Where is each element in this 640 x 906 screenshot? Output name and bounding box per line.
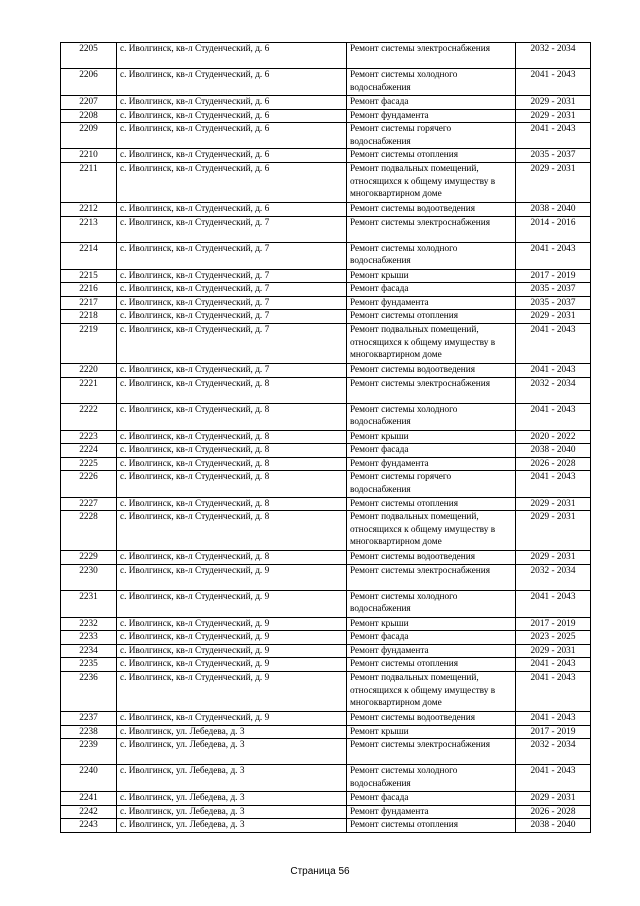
cell-number: 2231 [61, 590, 117, 617]
cell-address: с. Иволгинск, кв-л Студенческий, д. 6 [117, 162, 347, 202]
table-row [61, 457, 591, 471]
cell-period: 2041 - 2043 [516, 672, 591, 712]
cell-work-type: Ремонт системы водоотведения [347, 712, 516, 726]
table-row [61, 765, 591, 792]
cell-period: 2041 - 2043 [516, 403, 591, 430]
table-row [61, 323, 591, 363]
table-row [61, 658, 591, 672]
table-row [61, 123, 591, 149]
cell-period: 2038 - 2040 [516, 444, 591, 458]
cell-number: 2205 [61, 43, 117, 69]
cell-work-type: Ремонт системы холодного водоснабжения [347, 69, 516, 96]
table-row [61, 242, 591, 269]
cell-period: 2017 - 2019 [516, 269, 591, 283]
cell-period: 2029 - 2031 [516, 497, 591, 511]
cell-period: 2035 - 2037 [516, 296, 591, 310]
cell-period: 2041 - 2043 [516, 765, 591, 792]
cell-address: с. Иволгинск, кв-л Студенческий, д. 6 [117, 202, 347, 216]
cell-period: 2014 - 2016 [516, 216, 591, 242]
cell-number: 2238 [61, 725, 117, 739]
cell-number: 2234 [61, 644, 117, 658]
cell-number: 2208 [61, 109, 117, 123]
cell-number: 2209 [61, 123, 117, 149]
cell-period: 2029 - 2031 [516, 96, 591, 110]
cell-address: с. Иволгинск, кв-л Студенческий, д. 9 [117, 564, 347, 590]
cell-address: с. Иволгинск, кв-л Студенческий, д. 9 [117, 658, 347, 672]
cell-address: с. Иволгинск, кв-л Студенческий, д. 7 [117, 363, 347, 377]
table-row [61, 819, 591, 833]
cell-work-type: Ремонт крыши [347, 269, 516, 283]
cell-number: 2233 [61, 631, 117, 645]
table-row [61, 564, 591, 590]
cell-work-type: Ремонт системы отопления [347, 658, 516, 672]
table-row [61, 109, 591, 123]
cell-number: 2242 [61, 805, 117, 819]
cell-number: 2215 [61, 269, 117, 283]
cell-number: 2214 [61, 242, 117, 269]
cell-work-type: Ремонт фасада [347, 792, 516, 806]
table-row [61, 377, 591, 403]
cell-address: с. Иволгинск, кв-л Студенческий, д. 8 [117, 471, 347, 497]
cell-period: 2026 - 2028 [516, 457, 591, 471]
cell-number: 2236 [61, 672, 117, 712]
table-row [61, 497, 591, 511]
cell-period: 2032 - 2034 [516, 739, 591, 765]
cell-period: 2029 - 2031 [516, 792, 591, 806]
cell-address: с. Иволгинск, кв-л Студенческий, д. 8 [117, 551, 347, 565]
cell-address: с. Иволгинск, кв-л Студенческий, д. 9 [117, 672, 347, 712]
cell-work-type: Ремонт фундамента [347, 109, 516, 123]
cell-period: 2041 - 2043 [516, 69, 591, 96]
cell-work-type: Ремонт фасада [347, 631, 516, 645]
table-row [61, 617, 591, 631]
cell-number: 2230 [61, 564, 117, 590]
cell-work-type: Ремонт подвальных помещений, относящихся к общему имуществу в многоквартирном доме [347, 162, 516, 202]
table-row [61, 644, 591, 658]
table-row [61, 149, 591, 163]
table-row [61, 96, 591, 110]
cell-work-type: Ремонт системы водоотведения [347, 551, 516, 565]
cell-number: 2239 [61, 739, 117, 765]
cell-number: 2237 [61, 712, 117, 726]
cell-number: 2229 [61, 551, 117, 565]
table-row [61, 283, 591, 297]
table-row [61, 216, 591, 242]
cell-address: с. Иволгинск, кв-л Студенческий, д. 6 [117, 123, 347, 149]
cell-work-type: Ремонт системы отопления [347, 819, 516, 833]
cell-work-type: Ремонт системы горячего водоснабжения [347, 471, 516, 497]
cell-work-type: Ремонт фасада [347, 444, 516, 458]
cell-address: с. Иволгинск, ул. Лебедева, д. 3 [117, 765, 347, 792]
page-number: Страница 56 [290, 866, 350, 877]
cell-work-type: Ремонт фасада [347, 283, 516, 297]
cell-period: 2041 - 2043 [516, 712, 591, 726]
table-row [61, 805, 591, 819]
table-row [61, 631, 591, 645]
cell-address: с. Иволгинск, кв-л Студенческий, д. 6 [117, 96, 347, 110]
cell-work-type: Ремонт крыши [347, 725, 516, 739]
cell-work-type: Ремонт системы водоотведения [347, 363, 516, 377]
cell-work-type: Ремонт системы электроснабжения [347, 216, 516, 242]
cell-address: с. Иволгинск, ул. Лебедева, д. 3 [117, 739, 347, 765]
cell-address: с. Иволгинск, кв-л Студенческий, д. 7 [117, 283, 347, 297]
cell-number: 2240 [61, 765, 117, 792]
table-row [61, 269, 591, 283]
cell-number: 2217 [61, 296, 117, 310]
cell-number: 2226 [61, 471, 117, 497]
cell-work-type: Ремонт системы отопления [347, 310, 516, 324]
table-row [61, 792, 591, 806]
cell-address: с. Иволгинск, кв-л Студенческий, д. 8 [117, 377, 347, 403]
cell-period: 2035 - 2037 [516, 149, 591, 163]
table-row [61, 69, 591, 96]
cell-work-type: Ремонт фундамента [347, 805, 516, 819]
cell-period: 2032 - 2034 [516, 564, 591, 590]
capital-repair-table [60, 42, 591, 833]
cell-work-type: Ремонт крыши [347, 430, 516, 444]
table-row [61, 712, 591, 726]
cell-address: с. Иволгинск, ул. Лебедева, д. 3 [117, 805, 347, 819]
cell-period: 2020 - 2022 [516, 430, 591, 444]
cell-work-type: Ремонт системы электроснабжения [347, 739, 516, 765]
cell-work-type: Ремонт фундамента [347, 457, 516, 471]
cell-work-type: Ремонт фундамента [347, 296, 516, 310]
cell-address: с. Иволгинск, ул. Лебедева, д. 3 [117, 819, 347, 833]
cell-work-type: Ремонт подвальных помещений, относящихся к общему имуществу в многоквартирном доме [347, 323, 516, 363]
table-row [61, 43, 591, 69]
cell-work-type: Ремонт системы водоотведения [347, 202, 516, 216]
cell-address: с. Иволгинск, кв-л Студенческий, д. 9 [117, 712, 347, 726]
cell-period: 2026 - 2028 [516, 805, 591, 819]
table-row [61, 725, 591, 739]
cell-period: 2029 - 2031 [516, 551, 591, 565]
cell-address: с. Иволгинск, кв-л Студенческий, д. 6 [117, 43, 347, 69]
cell-address: с. Иволгинск, кв-л Студенческий, д. 6 [117, 69, 347, 96]
cell-work-type: Ремонт системы электроснабжения [347, 564, 516, 590]
cell-number: 2241 [61, 792, 117, 806]
table-row [61, 590, 591, 617]
cell-address: с. Иволгинск, ул. Лебедева, д. 3 [117, 725, 347, 739]
cell-number: 2222 [61, 403, 117, 430]
cell-period: 2023 - 2025 [516, 631, 591, 645]
cell-period: 2041 - 2043 [516, 471, 591, 497]
table-row [61, 672, 591, 712]
cell-work-type: Ремонт фасада [347, 96, 516, 110]
cell-number: 2232 [61, 617, 117, 631]
cell-period: 2035 - 2037 [516, 283, 591, 297]
table-row [61, 444, 591, 458]
table-row [61, 162, 591, 202]
cell-period: 2038 - 2040 [516, 202, 591, 216]
table-row [61, 471, 591, 497]
cell-address: с. Иволгинск, кв-л Студенческий, д. 6 [117, 109, 347, 123]
cell-number: 2206 [61, 69, 117, 96]
cell-work-type: Ремонт системы электроснабжения [347, 43, 516, 69]
cell-period: 2032 - 2034 [516, 43, 591, 69]
cell-number: 2218 [61, 310, 117, 324]
cell-period: 2032 - 2034 [516, 377, 591, 403]
table-row [61, 430, 591, 444]
cell-number: 2220 [61, 363, 117, 377]
cell-number: 2223 [61, 430, 117, 444]
cell-address: с. Иволгинск, ул. Лебедева, д. 3 [117, 792, 347, 806]
cell-number: 2227 [61, 497, 117, 511]
cell-work-type: Ремонт системы отопления [347, 497, 516, 511]
cell-number: 2219 [61, 323, 117, 363]
cell-address: с. Иволгинск, кв-л Студенческий, д. 7 [117, 310, 347, 324]
cell-address: с. Иволгинск, кв-л Студенческий, д. 7 [117, 296, 347, 310]
cell-work-type: Ремонт системы холодного водоснабжения [347, 765, 516, 792]
cell-period: 2038 - 2040 [516, 819, 591, 833]
cell-period: 2041 - 2043 [516, 590, 591, 617]
table-row [61, 403, 591, 430]
cell-number: 2228 [61, 511, 117, 551]
cell-number: 2243 [61, 819, 117, 833]
table-row [61, 310, 591, 324]
cell-address: с. Иволгинск, кв-л Студенческий, д. 8 [117, 457, 347, 471]
table-row [61, 202, 591, 216]
cell-work-type: Ремонт системы холодного водоснабжения [347, 590, 516, 617]
table-body [61, 43, 591, 833]
cell-period: 2029 - 2031 [516, 511, 591, 551]
cell-work-type: Ремонт фундамента [347, 644, 516, 658]
cell-number: 2212 [61, 202, 117, 216]
table-row [61, 296, 591, 310]
cell-period: 2041 - 2043 [516, 363, 591, 377]
cell-address: с. Иволгинск, кв-л Студенческий, д. 7 [117, 269, 347, 283]
cell-work-type: Ремонт подвальных помещений, относящихся к общему имуществу в многоквартирном доме [347, 672, 516, 712]
cell-period: 2041 - 2043 [516, 323, 591, 363]
cell-address: с. Иволгинск, кв-л Студенческий, д. 8 [117, 444, 347, 458]
page-footer [0, 866, 640, 877]
cell-address: с. Иволгинск, кв-л Студенческий, д. 9 [117, 617, 347, 631]
cell-address: с. Иволгинск, кв-л Студенческий, д. 6 [117, 149, 347, 163]
cell-period: 2017 - 2019 [516, 725, 591, 739]
cell-number: 2224 [61, 444, 117, 458]
cell-number: 2221 [61, 377, 117, 403]
cell-number: 2210 [61, 149, 117, 163]
cell-work-type: Ремонт подвальных помещений, относящихся к общему имуществу в многоквартирном доме [347, 511, 516, 551]
cell-work-type: Ремонт системы электроснабжения [347, 377, 516, 403]
cell-number: 2207 [61, 96, 117, 110]
cell-period: 2029 - 2031 [516, 109, 591, 123]
cell-address: с. Иволгинск, кв-л Студенческий, д. 7 [117, 323, 347, 363]
cell-number: 2225 [61, 457, 117, 471]
cell-work-type: Ремонт системы горячего водоснабжения [347, 123, 516, 149]
cell-number: 2216 [61, 283, 117, 297]
cell-work-type: Ремонт системы холодного водоснабжения [347, 403, 516, 430]
cell-number: 2235 [61, 658, 117, 672]
cell-work-type: Ремонт системы холодного водоснабжения [347, 242, 516, 269]
cell-period: 2041 - 2043 [516, 123, 591, 149]
cell-address: с. Иволгинск, кв-л Студенческий, д. 7 [117, 216, 347, 242]
cell-work-type: Ремонт крыши [347, 617, 516, 631]
cell-address: с. Иволгинск, кв-л Студенческий, д. 9 [117, 590, 347, 617]
cell-address: с. Иволгинск, кв-л Студенческий, д. 9 [117, 631, 347, 645]
cell-address: с. Иволгинск, кв-л Студенческий, д. 9 [117, 644, 347, 658]
cell-address: с. Иволгинск, кв-л Студенческий, д. 7 [117, 242, 347, 269]
cell-period: 2029 - 2031 [516, 310, 591, 324]
table-row [61, 511, 591, 551]
cell-period: 2029 - 2031 [516, 162, 591, 202]
table-row [61, 551, 591, 565]
cell-work-type: Ремонт системы отопления [347, 149, 516, 163]
cell-period: 2029 - 2031 [516, 644, 591, 658]
cell-number: 2211 [61, 162, 117, 202]
cell-address: с. Иволгинск, кв-л Студенческий, д. 8 [117, 511, 347, 551]
table-row [61, 739, 591, 765]
cell-address: с. Иволгинск, кв-л Студенческий, д. 8 [117, 497, 347, 511]
cell-period: 2041 - 2043 [516, 658, 591, 672]
cell-period: 2041 - 2043 [516, 242, 591, 269]
cell-period: 2017 - 2019 [516, 617, 591, 631]
table-row [61, 363, 591, 377]
cell-address: с. Иволгинск, кв-л Студенческий, д. 8 [117, 430, 347, 444]
cell-number: 2213 [61, 216, 117, 242]
cell-address: с. Иволгинск, кв-л Студенческий, д. 8 [117, 403, 347, 430]
